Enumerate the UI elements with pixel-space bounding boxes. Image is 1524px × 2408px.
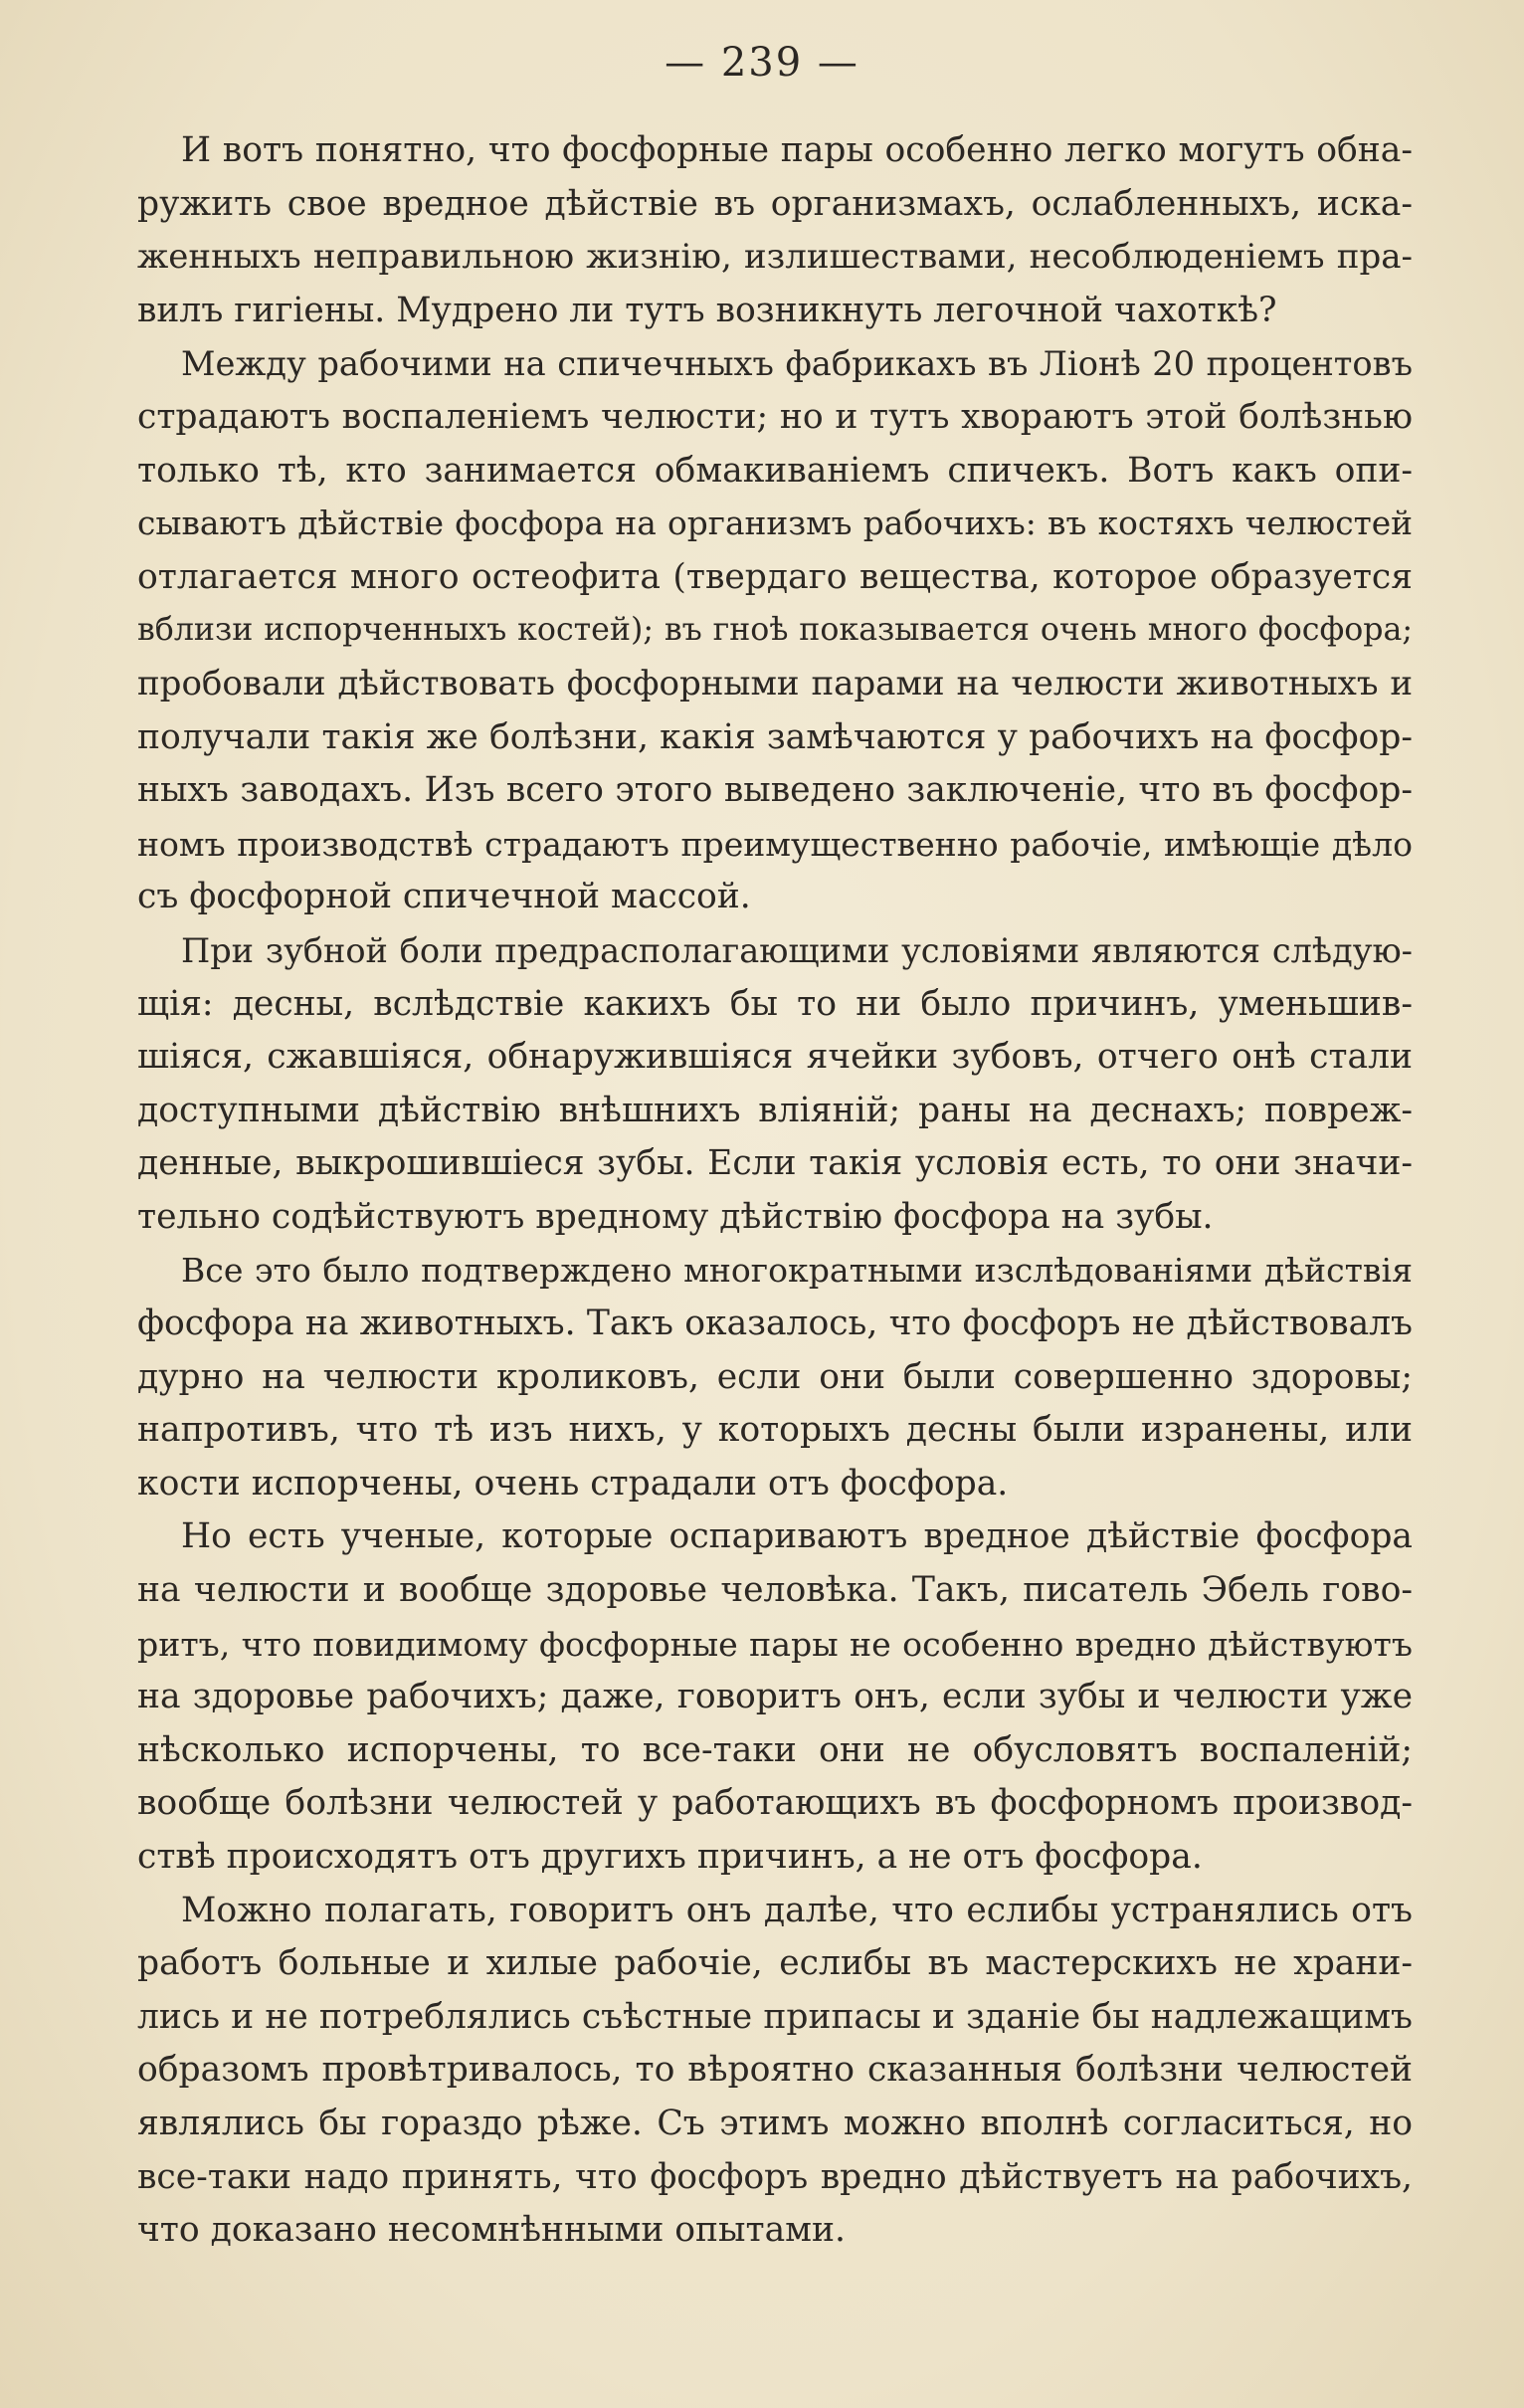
text-line: Все это было подтверждено многократными изслѣдованiями дѣйствiя [181, 1251, 1413, 1291]
text-line: ствѣ происходятъ отъ другихъ причинъ, а не отъ фосфора. [137, 1837, 1203, 1877]
text-line: на здоровье рабочихъ; даже, говоритъ онъ, если зубы и челюсти уже [137, 1677, 1413, 1717]
text-line: получали такiя же болѣзни, какiя замѣчаются у рабочихъ на фосфор- [137, 716, 1413, 757]
text-line: Можно полагать, говоритъ онъ далѣе, что еслибы устранялись отъ [181, 1890, 1413, 1930]
text-line: отлагается много остеофита (твердаго вещества, которое образуется [137, 556, 1413, 597]
text-line: кости испорчены, очень страдали отъ фосфора. [137, 1463, 1009, 1504]
text-line: ритъ, что повидимому фосфорные пары не особенно вредно дѣйствуютъ [137, 1624, 1413, 1664]
text-line: Между рабочими на спичечныхъ фабрикахъ въ Лiонѣ 20 процентовъ [181, 344, 1413, 384]
text-line: что доказано несомнѣнными опытами. [137, 2210, 846, 2251]
text-line: При зубной боли предрасполагающими условiями являются слѣдую- [181, 930, 1413, 970]
text-line: Но есть ученые, которые оспариваютъ вредное дѣйствiе фосфора [181, 1516, 1413, 1557]
body-text [137, 124, 1413, 2258]
text-line: напротивъ, что тѣ изъ нихъ, у которыхъ десны были изранены, или [137, 1410, 1413, 1451]
text-line: фосфора на животныхъ. Такъ оказалось, что фосфоръ не дѣйствовалъ [137, 1304, 1413, 1344]
text-line: ныхъ заводахъ. Изъ всего этого выведено заключенiе, что въ фосфор- [137, 770, 1413, 811]
text-line: на челюсти и вообще здоровье человѣка. Такъ, писатель Эбель гово- [137, 1570, 1413, 1611]
text-line: доступными дѣйствiю внѣшнихъ влiянiй; раны на деснахъ; повреж- [137, 1090, 1413, 1130]
text-line: И вотъ понятно, что фосфорные пары особенно легко могутъ обна- [181, 130, 1413, 170]
text-line: пробовали дѣйствовать фосфорными парами на челюсти животныхъ и [137, 663, 1413, 703]
text-line: только тѣ, кто занимается обмакиванiемъ спичекъ. Вотъ какъ опи- [137, 450, 1413, 491]
text-line: ружить свое вредное дѣйствiе въ организмахъ, ослабленныхъ, иска- [137, 183, 1413, 224]
text-line: сываютъ дѣйствiе фосфора на организмъ рабочихъ: въ костяхъ челюстей [137, 504, 1413, 543]
text-line: все-таки надо принять, что фосфоръ вредно дѣйствуетъ на рабочихъ, [137, 2156, 1413, 2197]
text-line: денные, выкрошившiеся зубы. Если такiя условiя есть, то они значи- [137, 1143, 1413, 1184]
text-line: вилъ гигiены. Мудрено ли тутъ возникнуть легочной чахоткѣ? [137, 290, 1277, 330]
text-line: женныхъ неправильною жизнiю, излишествами, несоблюденiемъ пра- [137, 237, 1413, 278]
text-line: дурно на челюсти кроликовъ, если они были совершенно здоровы; [137, 1356, 1413, 1397]
text-line: номъ производствѣ страдаютъ преимущественно рабочiе, имѣющiе дѣло [137, 824, 1413, 864]
text-line: лись и не потреблялись съѣстные припасы и зданiе бы надлежащимъ [137, 1996, 1413, 2037]
text-line: тельно содѣйствуютъ вредному дѣйствiю фосфора на зубы. [137, 1196, 1214, 1237]
text-line: съ фосфорной спичечной массой. [137, 877, 751, 917]
text-line: являлись бы гораздо рѣже. Съ этимъ можно вполнѣ согласиться, но [137, 2103, 1413, 2143]
page-number: — 239 — [665, 40, 859, 86]
text-line: шiяся, сжавшiяся, обнаружившiяся ячейки зубовъ, отчего онѣ стали [137, 1037, 1413, 1078]
text-line: страдаютъ воспаленiемъ челюсти; но и тутъ хвораютъ этой болѣзнью [137, 396, 1413, 437]
text-line: вблизи испорченныхъ костей); въ гноѣ показывается очень много фосфора; [137, 612, 1413, 649]
text-line: нѣсколько испорчены, то все-таки они не обусловятъ воспаленiй; [137, 1729, 1413, 1770]
text-line: щiя: десны, вслѣдствiе какихъ бы то ни было причинъ, уменьшив- [137, 983, 1413, 1024]
text-line: работъ больные и хилые рабочiе, еслибы въ мастерскихъ не храни- [137, 1943, 1413, 1984]
text-line: образомъ провѣтривалось, то вѣроятно сказанныя болѣзни челюстей [137, 2050, 1413, 2091]
text-line: вообще болѣзни челюстей у работающихъ въ фосфорномъ производ- [137, 1783, 1413, 1824]
